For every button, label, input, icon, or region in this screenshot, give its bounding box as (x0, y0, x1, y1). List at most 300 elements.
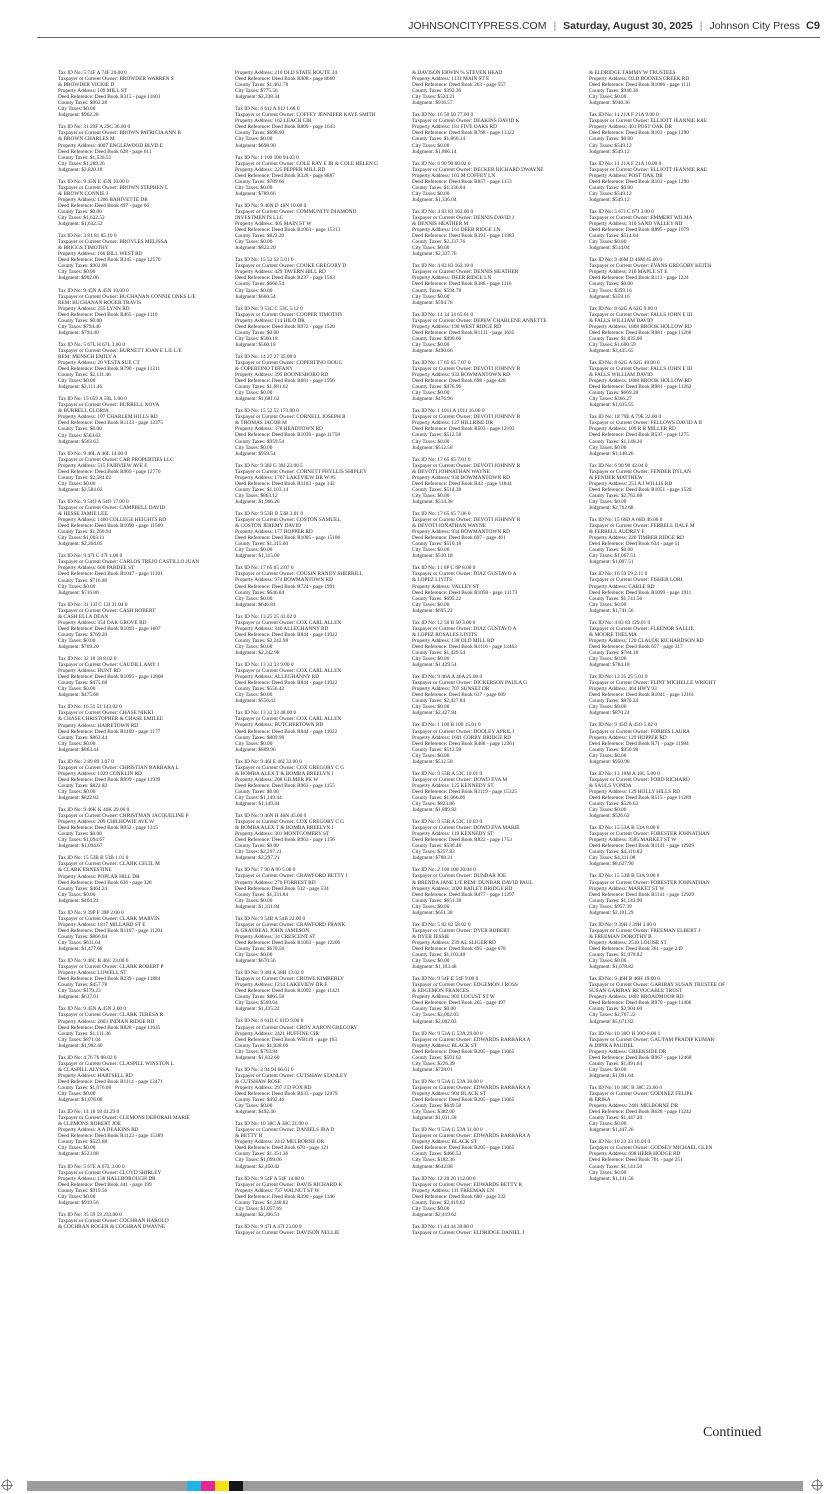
judgment-line: Judgment: $2,584.02 (58, 486, 103, 493)
address-line: Property Address: 125 KENNEDY ST (412, 782, 494, 789)
tax-id-line: Tax ID No: 9 45N A 45N 2.00 0 (58, 1006, 127, 1013)
county-taxes-line: County Taxes: $2,337.76 (412, 239, 466, 246)
tax-id-line: Tax ID No: 13 10M A 10L 5.00 0 (589, 770, 660, 777)
judgment-line: Judgment: $870.24 (589, 710, 630, 717)
judgment-line: Judgment: $5,671.82 (589, 1018, 634, 1025)
deed-line: Deed Reference: Deed Book R724 - page 1991 (235, 583, 335, 590)
owner-line: Taxpayer or Current Owner: FALLS JOHN E III (589, 366, 693, 373)
judgment-line: Judgment: $492.46 (235, 1109, 276, 1116)
judgment-line: Judgment: $637.01 (58, 994, 99, 1001)
tax-record (58, 759, 235, 801)
tax-id-line: Tax ID No: 9 54O A 54O 17.00 0 (58, 498, 129, 505)
county-taxes-line: County Taxes: $1,351.36 (235, 1151, 289, 1158)
county-taxes-line: County Taxes: $1,111.36 (58, 1030, 111, 1037)
owner-line: Taxpayer or Current Owner: ELLIOTT JEANNIE RAE (589, 166, 708, 173)
owner-line: Taxpayer or Current Owner: DICKERSON PAULA G (412, 680, 528, 687)
tax-id-line: Tax ID No: 9 54F E 54F 9.00 0 (412, 976, 479, 983)
tax-record (58, 1006, 235, 1048)
tax-record (412, 408, 589, 450)
owner-line: Taxpayer or Current Owner: GODINEZ FELIPE (589, 1090, 693, 1097)
deed-line: Deed Reference: Deed Book R503 - page 12193 (412, 426, 515, 433)
owner-line: Taxpayer or Current Owner: COSTON SAMUEL (235, 517, 341, 524)
judgment-line: Judgment: $526.62 (589, 813, 630, 820)
tax-record (412, 263, 589, 305)
address-line: Property Address: 378 HEADTOWN RD (235, 426, 323, 433)
county-taxes-line: County Taxes: $475.68 (58, 680, 108, 687)
owner-line: Taxpayer or Current Owner: DYER ROBERT (412, 927, 510, 934)
deed-line: Deed Reference: Deed Book 636 - page 328 (58, 879, 152, 886)
tax-id-line: Tax ID No: 10 23 23 16.04 0 (589, 1139, 651, 1146)
county-taxes-line: County Taxes: $919.56 (58, 1187, 108, 1194)
tax-record (412, 70, 589, 106)
tax-id-line: Tax ID No: 1 100 B 100 15.01 0 (412, 722, 481, 729)
city-taxes-line: City Taxes: $560.18 (235, 335, 278, 342)
county-taxes-line: County Taxes: $476.96 (412, 384, 462, 391)
judgment-line: Judgment: $788.31 (412, 855, 453, 862)
tax-record (235, 354, 412, 402)
record-continuation-line: Judgment: $940.36 (589, 100, 630, 107)
owner-line: Taxpayer or Current Owner: GARIBAY SUSAN TRUSTEE OF (589, 982, 726, 989)
tax-record (235, 614, 412, 656)
address-line: Property Address: 34 CRESCENT ST (235, 933, 316, 940)
deed-line: Deed Reference: Deed Book 532 - page 534 (235, 885, 329, 892)
city-taxes-line: City Taxes: $823.86 (412, 801, 455, 808)
county-taxes-line: County Taxes: $1,429.54 (412, 649, 466, 656)
owner-line: Taxpayer or Current Owner: CLASPILL WINSTON L (58, 1060, 175, 1067)
city-taxes-line: City Taxes: $0.00 (58, 106, 96, 113)
judgment-line: Judgment: $1,336.04 (412, 196, 457, 203)
tax-record (589, 517, 766, 565)
owner-line: & CLEMONS ROBERT JOE (58, 1121, 122, 1128)
tax-record (412, 1031, 589, 1073)
deed-line: Deed Reference: Deed Book 441 - page 199 (58, 1181, 152, 1188)
deed-line: Deed Reference: Deed Book R969 - page 12770 (58, 468, 161, 475)
city-taxes-line: City Taxes: $1,094.67 (58, 837, 105, 844)
county-taxes-line: County Taxes: $2,584.02 (58, 474, 112, 481)
deed-line: Deed Reference: Deed Book R967 - page 12468 (589, 1054, 692, 1061)
address-line: Property Address: 803 LOCUST ST W (412, 994, 495, 1001)
tax-record (589, 1031, 766, 1079)
judgment-line: Judgment: $1,982.40 (58, 1042, 103, 1049)
address-line: Property Address: 301 MONTGOMERY ST (235, 831, 330, 838)
tax-record (235, 970, 412, 1012)
city-taxes-line: City Taxes: $0.00 (412, 390, 450, 397)
judgment-line: Judgment: $1,031.58 (412, 1115, 457, 1122)
address-line: Property Address: 934 BOWMANTOWN RD (412, 529, 510, 536)
owner-line: Taxpayer or Current Owner: FREEMAN ELBERT J (589, 927, 701, 934)
owner-line: & FENDER MATTHEW (589, 474, 643, 481)
record-continuation-line: Deed Reference: Deed Book R408 - page 8660 (235, 76, 335, 83)
city-taxes-line: City Taxes: $0.00 (412, 903, 450, 910)
address-line: Property Address: 255 LYNN RD (58, 305, 130, 312)
city-taxes-line: City Taxes: $0.00 (58, 637, 96, 644)
tax-id-line: Tax ID No: 13 33 33 48.00 0 (235, 710, 297, 717)
owner-line: Taxpayer or Current Owner: FORESTER JOHNATHAN (589, 879, 710, 886)
deed-line: Deed Reference: Deed Book R681 - page 1956 (235, 378, 335, 385)
county-taxes-line: County Taxes: $1,078.82 (589, 952, 643, 959)
tax-record (589, 161, 766, 203)
issue-date: Saturday, August 30, 2025 (563, 20, 693, 32)
tax-record (58, 855, 235, 903)
owner-line: & FREEMAN DOROTHY B (589, 933, 652, 940)
judgment-line: Judgment: $1,477.68 (58, 946, 103, 953)
owner-line: & BOMBA ALEX T & BOMBA BREELYN J (235, 825, 334, 832)
city-taxes-line: City Taxes: $359.16 (589, 287, 632, 294)
city-taxes-line: City Taxes: $0.00 (589, 601, 627, 608)
address-line: Property Address: DEER RIDGE LN (412, 275, 492, 282)
deed-line: Deed Reference: Deed Book R1107 - page 11201 (58, 927, 163, 934)
tax-id-line: Tax ID No: 14 18 18 43.29 0 (58, 1109, 120, 1116)
county-taxes-line: County Taxes: $1,260.94 (58, 529, 112, 536)
owner-line: & BURRELL GLORIA (58, 408, 109, 415)
county-taxes-line: County Taxes: $866.04 (58, 933, 108, 940)
deed-line: Deed Reference: Deed Book R1103 - page 142 (235, 480, 335, 487)
judgment-line: Judgment: $962.28 (58, 112, 99, 119)
address-line: Property Address: 119 KENNEDY ST (412, 831, 494, 838)
county-taxes-line: County Taxes: $0.00 (235, 843, 279, 850)
tax-id-line: Tax ID No: 35 59 59 233.00 0 (58, 1211, 122, 1218)
judgment-line: Judgment: $651.38 (412, 909, 453, 916)
tax-id-line: Tax ID No: 13 25 25 43.02 0 (235, 613, 297, 620)
deed-line: Deed Reference: Deed Book R113 - page 1224 (589, 275, 689, 282)
county-taxes-line: County Taxes: $0.00 (235, 788, 279, 795)
address-line: Property Address: CREEKSIDE DR (589, 1048, 667, 1055)
tax-record (58, 1212, 235, 1230)
deed-line: Deed Reference: Deed Book R1095 - page 12808 (58, 674, 164, 681)
tax-id-line: Tax ID No: 11 6P C 6P 8.00 0 (412, 565, 476, 572)
deed-line: Deed Reference: Deed Book R1093 - page 1607 (58, 625, 161, 632)
owner-line: & MOORE THELMA (589, 631, 637, 638)
owner-line: Taxpayer or Current Owner: COX CARL ALLEN (235, 716, 342, 723)
owner-line: & BROWDER VICKIE D (58, 82, 115, 89)
owner-line: Taxpayer or Current Owner: EDGEMON J ROSS (412, 982, 518, 989)
tax-record (58, 958, 235, 1000)
judgment-line: Judgment: $1,076.08 (58, 1097, 103, 1104)
county-taxes-line: County Taxes: $0.00 (58, 208, 102, 215)
address-line: Property Address: 401 POST OAK DR (589, 124, 673, 131)
county-taxes-line: County Taxes: $1,530.52 (58, 154, 112, 161)
tax-id-line: Tax ID No: 17 65 65 2.07 0 (235, 565, 294, 572)
owner-line: Taxpayer or Current Owner: DENNIS DAVID J (412, 214, 514, 221)
city-taxes-line: City Taxes: $2,002.03 (412, 1012, 459, 1019)
owner-line: Taxpayer or Current Owner: DECKER RICHARD DWAYNE (412, 166, 544, 173)
owner-line: & BROWN CONNIE J (58, 190, 108, 197)
tax-id-line: Tax ID No: 9 38I A 38H 13.02 0 (235, 970, 304, 977)
city-taxes-line: City Taxes: $0.00 (589, 1066, 627, 1073)
owner-line: & LOPEZ ROSALES LIYITS (412, 631, 477, 638)
owner-line: Taxpayer or Current Owner: COUSIN RANDY SHERRILL (235, 571, 363, 578)
tax-record (589, 771, 766, 819)
deed-line: Deed Reference: Deed Book R790 - page 11311 (58, 366, 161, 373)
owner-line: Taxpayer or Current Owner: EDWARDS BARBARA A (412, 1133, 531, 1140)
tax-record (58, 288, 235, 336)
address-line: Property Address: HUNT RD (58, 668, 121, 675)
record-continuation-line: Property Address: OLD BOONES CREEK RD (589, 76, 690, 83)
tax-id-line: Tax ID No: 9 53C C 53C 5.12 0 (235, 305, 303, 312)
deed-line: Deed Reference: Deed Book R477 - page 11297 (412, 891, 515, 898)
owner-line: Taxpayer or Current Owner: DUNBAR JOE (412, 873, 507, 880)
address-line: Property Address: 109 MILL ST (58, 88, 127, 95)
judgment-line: Judgment: $2,297.21 (235, 855, 280, 862)
city-taxes-line: City Taxes: $0.00 (589, 958, 627, 965)
tax-id-line: Tax ID No: 15 53B B 53B 1.01 0 (58, 855, 129, 862)
address-line: Property Address: 2421 HUFFINE CIR (235, 1030, 319, 1037)
deed-line: Deed Reference: Deed Book R1131 - page 1635 (412, 329, 515, 336)
owner-line: Taxpayer or Current Owner: EDWARDS BETTY R (412, 1181, 523, 1188)
judgment-line: Judgment: $2,306.51 (235, 1211, 280, 1218)
owner-line: Taxpayer or Current Owner: FLEENOR SALLIE (589, 625, 694, 632)
owner-line: Taxpayer or Current Owner: FENDER DYLAN (589, 468, 691, 475)
county-taxes-line: County Taxes: $950.98 (589, 746, 639, 753)
deed-line: Deed Reference: Deed Book R828 - page 11635 (58, 1024, 161, 1031)
city-taxes-line: City Taxes: $1,099.06 (235, 1157, 282, 1164)
owner-line: & EDGEMON FRANCES (412, 988, 470, 995)
address-line: Property Address: 208 GILMER PK W (235, 776, 319, 783)
address-line: Property Address: 707 SUNSET DR (412, 686, 490, 693)
address-line: Property Address: 216 MAPLE ST E (589, 269, 668, 276)
city-taxes-line: City Taxes: $0.00 (58, 686, 96, 693)
deed-line: Deed Reference: Deed Book R1092 - page 11421 (235, 988, 340, 995)
county-taxes-line: County Taxes: $1,866.14 (412, 136, 466, 143)
city-taxes-line: City Taxes: $611.64 (58, 940, 101, 946)
judgment-line: Judgment: $1,866.14 (412, 148, 457, 155)
owner-line: Taxpayer or Current Owner: COX CARL ALLEN (235, 619, 342, 626)
judgment-line: Judgment: $1,141.50 (589, 1175, 634, 1182)
tax-record (589, 209, 766, 251)
judgment-line: Judgment: $2,111.46 (58, 384, 103, 391)
county-taxes-line: County Taxes: $822.82 (58, 782, 108, 789)
address-line: Property Address: 109 R B MILLER RD (589, 426, 676, 433)
address-line: Property Address: 346 ALLEGHANNY RD (235, 625, 329, 632)
judgment-line: Judgment: $1,632.52 (58, 221, 103, 228)
tax-record (235, 1018, 412, 1060)
county-taxes-line: County Taxes: $594.78 (412, 287, 462, 294)
owner-line: Taxpayer or Current Owner: DEVOTI JOHNNY R (412, 414, 521, 421)
county-taxes-line: County Taxes: $2,904.60 (589, 1006, 643, 1013)
tax-id-line: Tax ID No: 6 90 90 60.02 0 (412, 160, 471, 167)
city-taxes-line: City Taxes: $0.00 (412, 142, 450, 149)
tax-id-line: Tax ID No: 9 45N A 45N 10.00 0 (58, 287, 129, 294)
tax-id-line: Tax ID No: 9 46L A 46L 14.00 0 (58, 450, 128, 457)
tax-id-line: Tax ID No: 13 33 33 9.00 0 (235, 662, 294, 669)
tax-id-line: Tax ID No: 9 54F A 54F 14.00 0 (235, 1175, 304, 1182)
owner-line: Taxpayer or Current Owner: BURRELL NOVA (58, 402, 160, 409)
continued-label: Continued (703, 1425, 762, 1440)
deed-line: Deed Reference: Deed Book R205 - page 11065 (412, 1145, 515, 1152)
tax-id-line: Tax ID No: 16 51 51 143.02 0 (58, 704, 122, 711)
city-taxes-line: City Taxes: $257.83 (412, 849, 455, 856)
tax-record (235, 710, 412, 752)
judgment-line: Judgment: $1,741.56 (589, 607, 634, 614)
tax-id-line: Tax ID No: 17 65 65 7.06 0 (412, 511, 471, 517)
city-taxes-line: City Taxes: $0.00 (589, 1121, 627, 1128)
deed-line: Deed Reference: Deed Book R1085 - page 15106 (235, 535, 341, 542)
owner-line: Taxpayer or Current Owner: COPERTINO DOUG (235, 359, 343, 366)
address-line: Property Address: 138 OLD MILL RD (412, 637, 495, 644)
judgment-line: Judgment: $556.42 (235, 698, 276, 705)
deed-line: Deed Reference: Deed Book R1116 - page 13463 (412, 643, 517, 650)
county-taxes-line: County Taxes: $0.00 (589, 136, 633, 143)
judgment-line: Judgment: $594.78 (412, 299, 453, 306)
owner-line: Taxpayer or Current Owner: DIAZ GUSTAVO A (412, 571, 517, 578)
county-taxes-line: County Taxes: $1,331.84 (235, 891, 289, 898)
tax-id-line: Tax ID No: 9 53B D 53B 3.01 0 (235, 511, 304, 517)
address-line: Property Address: 138 HALLBOROUGH DR (58, 1175, 156, 1182)
tax-record (58, 179, 235, 227)
tax-record (235, 1176, 412, 1218)
owner-line: & COPERTINO TIFFANY (235, 366, 294, 373)
notice-column (412, 70, 589, 1450)
judgment-line: Judgment: $660.54 (235, 293, 276, 300)
owner-line: Taxpayer or Current Owner: ELLIOTT JEANNIE RAE (589, 118, 708, 125)
tax-record (589, 976, 766, 1024)
owner-line: & BRIGGS TIMOTHY (58, 245, 109, 252)
city-taxes-line: City Taxes: $0.00 (235, 595, 273, 602)
tax-record (58, 342, 235, 390)
city-taxes-line: City Taxes: $1,289.26 (58, 160, 105, 167)
tax-record (235, 463, 412, 505)
owner-line: Taxpayer or Current Owner: CORNETT PHYLLIS SHIPLEY (235, 468, 367, 475)
city-taxes-line: City Taxes: $0.00 (412, 547, 450, 554)
tax-id-line: Tax ID No: 31 29F A 29C 36.00 0 (58, 124, 131, 131)
deed-line: Deed Reference: Deed Book R1051 - page 1520 (589, 486, 692, 493)
owner-line: Taxpayer or Current Owner: COX GREGORY C G (235, 764, 345, 771)
owner-line: Taxpayer or Current Owner: FORBES LAURA (589, 728, 690, 735)
address-line: Property Address: 162 LEACH CIR (235, 118, 312, 125)
deed-line: Deed Reference: Deed Book R895 - page 1979 (589, 227, 689, 234)
address-line: Property Address: 1206 BAHIVETTE DR (58, 196, 148, 203)
record-continuation-line: Deed Reference: Deed Book 263 - page 557 (412, 82, 506, 89)
county-taxes-line: County Taxes: $698.90 (235, 130, 285, 137)
county-taxes-line: County Taxes: $0.00 (412, 1006, 456, 1013)
address-line: Property Address: 253 A J WILLIS RD (589, 480, 673, 487)
county-taxes-line: County Taxes: $0.00 (589, 547, 633, 554)
header-separator: | (699, 20, 703, 32)
county-taxes-line: County Taxes: $669.28 (589, 390, 639, 397)
record-continuation-line: & ELDRIDGE TAMMY W TRUSTEES (589, 70, 676, 76)
judgment-line: Judgment: $1,447.26 (589, 1127, 634, 1134)
owner-line: & DEVOTI JOHNATHAN WAYNE (412, 468, 490, 475)
owner-line: Taxpayer or Current Owner: FORESTER JOHNATHAN (589, 831, 710, 838)
city-taxes-line: City Taxes: $0.00 (589, 1169, 627, 1176)
county-taxes-line: County Taxes: $2,111.46 (58, 372, 111, 379)
judgment-line: Judgment: $1,035.55 (589, 402, 634, 409)
tax-record (412, 511, 589, 559)
judgment-line: Judgment: $560.18 (235, 341, 276, 348)
owner-line: Taxpayer or Current Owner: FELLOWS DAVID A II (589, 420, 702, 427)
record-continuation-line: City Taxes: $524.21 (412, 94, 455, 101)
county-taxes-line: County Taxes: $523.88 (58, 1139, 108, 1146)
city-taxes-line: City Taxes: $0.00 (58, 480, 96, 487)
tax-id-line: Tax ID No: 9 53A G 53A 29.00 0 (412, 1030, 483, 1037)
city-taxes-line: City Taxes: $0.00 (235, 184, 273, 191)
county-taxes-line: County Taxes: $510.18 (412, 541, 462, 548)
address-line: Property Address: 129 HOLLY HILLS RD (589, 788, 680, 795)
owner-line: Taxpayer or Current Owner: CRAWFORD BETTY J (235, 873, 348, 880)
county-taxes-line: County Taxes: $0.00 (589, 184, 633, 191)
judgment-line: Judgment: $1,429.54 (412, 662, 457, 669)
address-line: Property Address: MARKET ST W (589, 885, 665, 892)
deed-line: Deed Reference: Deed Book R205 - page 11065 (412, 1097, 515, 1104)
deed-line: Deed Reference: Deed Book R981 - page 11262 (589, 384, 692, 391)
tax-record (235, 408, 412, 456)
county-taxes-line: County Taxes: $649.58 (412, 1103, 462, 1110)
address-line: Property Address: 4007 ENGLEWOOD BLVD E (58, 142, 163, 149)
address-line: Property Address: POST OAK DR (589, 172, 663, 179)
tax-id-line: Tax ID No: 9 46N D 46N 10.00 0 (235, 202, 307, 209)
tax-record (58, 656, 235, 698)
site-name[interactable]: JOHNSONCITYPRESS.COM (408, 20, 547, 32)
deed-line: Deed Reference: Deed Book R488 - page 12361 (412, 740, 515, 747)
county-taxes-line: County Taxes: $460.52 (412, 1151, 462, 1158)
tax-record (58, 553, 235, 595)
tax-id-line: Tax ID No: 5 67L H 67L 3.00 0 (58, 341, 126, 348)
record-continuation-line: Judgment: $2,238.34 (235, 94, 280, 101)
tax-record (235, 70, 412, 100)
tax-record (412, 922, 589, 970)
judgment-line: Judgment: $510.18 (412, 553, 453, 560)
tax-id-line: Tax ID No: 5 74F A 74F 20.00 0 (58, 70, 127, 76)
address-line: Property Address: 129 HOPPER RD (589, 734, 667, 741)
city-taxes-line: City Taxes: $1,149.44 (235, 794, 282, 801)
tax-record (235, 759, 412, 807)
deed-line: Deed Reference: Deed Book R537 - page 1275 (589, 432, 689, 439)
county-taxes-line: County Taxes: $716.80 (58, 577, 108, 584)
owner-line: Taxpayer or Current Owner: GODSEY MICHAEL GLEN (589, 1145, 713, 1152)
city-taxes-line: City Taxes: $1,632.52 (58, 215, 105, 222)
address-line: Property Address: 1808 BROOK HOLLOW RD (589, 323, 692, 330)
judgment-line: Judgment: $3,435.65 (589, 347, 634, 354)
tax-id-line: Tax ID No: 10 30O H 30O 8.00 1 (589, 1030, 661, 1037)
owner-line: REM: MENSCH EMILY A (58, 353, 117, 360)
owner-line: Taxpayer or Current Owner: FORD RICHARD (589, 776, 690, 783)
judgment-line: Judgment: $8,627.90 (589, 861, 634, 868)
owner-line: Taxpayer or Current Owner: COFFEY JENNIFER KAYE SMITH (235, 112, 376, 119)
deed-line: Deed Reference: Deed Book R1030 - page 11758 (235, 432, 340, 439)
address-line: Property Address: 20 VESTA SUE CT (58, 360, 140, 367)
judgment-line: Judgment: $2,002.03 (412, 1018, 457, 1025)
deed-line: Deed Reference: Deed Book R1090 - page 11560 (58, 523, 163, 530)
tax-id-line: Tax ID No: 3 81 81 85.10 0 (58, 233, 117, 240)
tax-record (235, 106, 412, 148)
deed-line: Deed Reference: Deed Book R1099 - page 1911 (589, 589, 692, 596)
owner-line: Taxpayer or Current Owner: CLARK CECIL M (58, 861, 160, 868)
city-taxes-line: City Taxes: $0.00 (235, 239, 273, 246)
tax-record (589, 873, 766, 915)
judgment-line: Judgment: $2,337.76 (412, 251, 457, 258)
tax-record (589, 257, 766, 299)
county-taxes-line: County Taxes: $526.62 (589, 801, 639, 808)
county-taxes-line: County Taxes: $1,315.00 (235, 541, 289, 548)
owner-line: Taxpayer or Current Owner: DEAKINS DAVID K (412, 118, 520, 125)
registration-mark-icon (2, 1480, 12, 1490)
tax-id-line: Tax ID No: 2 89 89 3.07 0 (58, 758, 114, 765)
paper-name: Johnson City Press (709, 20, 800, 32)
tax-id-line: Tax ID No: 9 46I E 46J 32.00 0 (235, 758, 302, 765)
tax-record (589, 360, 766, 408)
tax-record (412, 976, 589, 1024)
county-taxes-line: County Taxes: $789.66 (235, 178, 285, 185)
city-taxes-line: City Taxes: $549.12 (589, 190, 632, 197)
city-taxes-line: City Taxes: $1,003.11 (58, 535, 105, 542)
address-line: Property Address: 698 HERB HODGE RD (589, 1151, 681, 1158)
deed-line: Deed Reference: Deed Book 628 - page 611 (58, 148, 152, 155)
deed-line: Deed Reference: Deed Book R844 - page 11022 (235, 728, 338, 735)
deed-line: Deed Reference: Deed Book R1047 - page 11101 (58, 571, 163, 578)
address-line: Property Address: 177 HOPPER RD (235, 529, 313, 536)
address-line: Property Address: 930 BOWMANTOWN RD (412, 474, 510, 481)
tax-record (235, 813, 412, 861)
